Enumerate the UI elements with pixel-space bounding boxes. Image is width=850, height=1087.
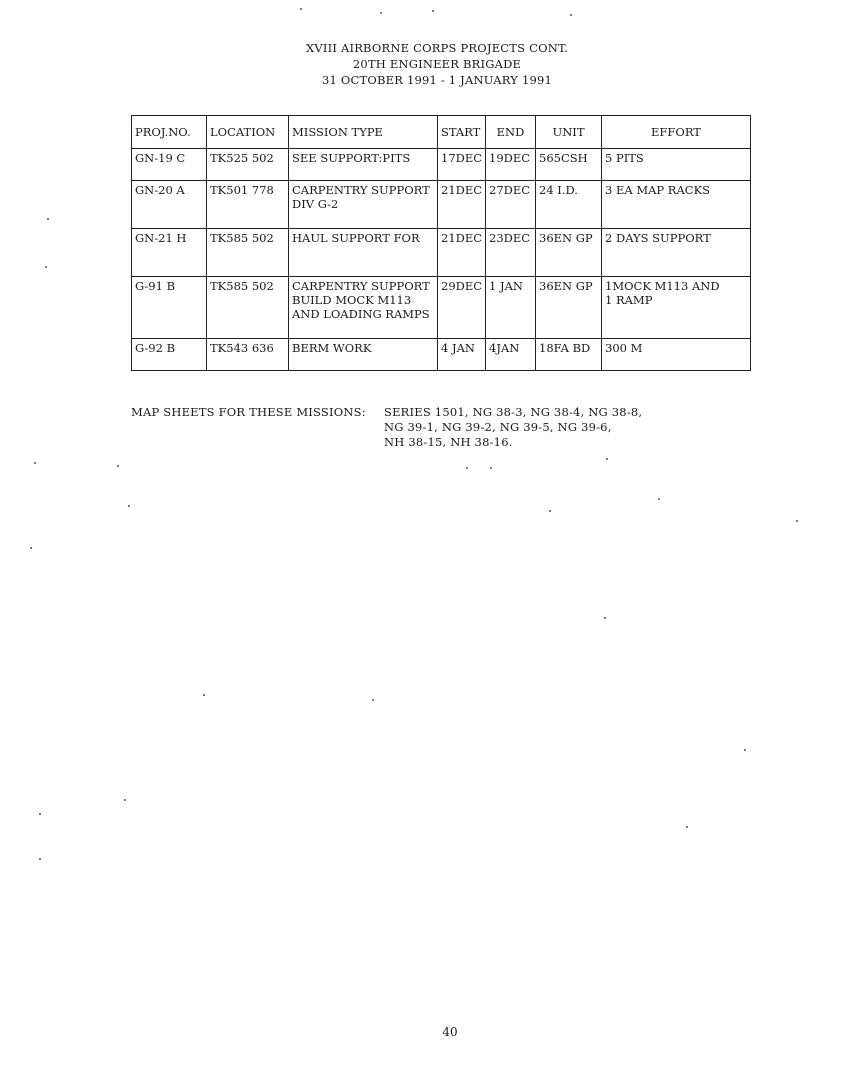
table-cell: CARPENTRY SUPPORT DIV G-2 bbox=[289, 181, 438, 229]
scan-speck bbox=[606, 458, 608, 460]
scan-speck bbox=[658, 498, 660, 500]
table-cell: 29DEC bbox=[438, 277, 486, 339]
scan-speck bbox=[686, 826, 688, 828]
scan-speck bbox=[124, 799, 126, 801]
table-cell: GN-19 C bbox=[132, 149, 207, 181]
table-row bbox=[132, 149, 751, 181]
table-row bbox=[132, 277, 751, 339]
map-sheets-line: NG 39-1, NG 39-2, NG 39-5, NG 39-6, bbox=[384, 420, 612, 434]
scan-speck bbox=[203, 694, 205, 696]
table-cell: TK543 636 bbox=[207, 339, 289, 371]
scan-speck bbox=[549, 510, 551, 512]
map-sheets-line: NH 38-15, NH 38-16. bbox=[384, 435, 513, 449]
document-header bbox=[0, 40, 850, 88]
table-cell: 5 PITS bbox=[602, 149, 751, 181]
table-cell: 2 DAYS SUPPORT bbox=[602, 229, 751, 277]
header-line-corps: XVIII AIRBORNE CORPS PROJECTS CONT. bbox=[305, 41, 569, 55]
scan-speck bbox=[128, 505, 130, 507]
scan-speck bbox=[744, 749, 746, 751]
table-cell: 21DEC bbox=[438, 229, 486, 277]
table-cell: SEE SUPPORT:PITS bbox=[289, 149, 438, 181]
table-cell: 300 M bbox=[602, 339, 751, 371]
column-header: UNIT bbox=[536, 116, 602, 149]
table-cell: 3 EA MAP RACKS bbox=[602, 181, 751, 229]
column-header: MISSION TYPE bbox=[289, 116, 438, 149]
table-cell: 4 JAN bbox=[438, 339, 486, 371]
table-row bbox=[132, 339, 751, 371]
table-cell: TK585 502 bbox=[207, 229, 289, 277]
table-cell: 17DEC bbox=[438, 149, 486, 181]
scan-speck bbox=[570, 14, 572, 16]
table-cell: 18FA BD bbox=[536, 339, 602, 371]
table-cell: BERM WORK bbox=[289, 339, 438, 371]
map-sheets-note bbox=[131, 405, 642, 450]
table-cell: 21DEC bbox=[438, 181, 486, 229]
table-cell: 4JAN bbox=[486, 339, 536, 371]
column-header: START bbox=[438, 116, 486, 149]
table-cell: 24 I.D. bbox=[536, 181, 602, 229]
table-cell: 23DEC bbox=[486, 229, 536, 277]
table-header-row bbox=[132, 116, 751, 149]
scan-speck bbox=[45, 266, 47, 268]
header-line-brigade: 20TH ENGINEER BRIGADE bbox=[352, 57, 522, 71]
scan-speck bbox=[432, 10, 434, 12]
scan-speck bbox=[466, 467, 468, 469]
table-cell: GN-21 H bbox=[132, 229, 207, 277]
table-cell: TK585 502 bbox=[207, 277, 289, 339]
table-cell: G-91 B bbox=[132, 277, 207, 339]
table-cell: TK501 778 bbox=[207, 181, 289, 229]
map-sheets-line: SERIES 1501, NG 38-3, NG 38-4, NG 38-8, bbox=[384, 405, 643, 419]
column-header: EFFORT bbox=[602, 116, 751, 149]
scan-speck bbox=[47, 218, 49, 220]
table-cell: TK525 502 bbox=[207, 149, 289, 181]
scan-speck bbox=[372, 699, 374, 701]
table-cell: 1MOCK M113 AND 1 RAMP bbox=[602, 277, 751, 339]
scan-speck bbox=[300, 8, 302, 10]
scan-speck bbox=[39, 813, 41, 815]
column-header: PROJ.NO. bbox=[132, 116, 207, 149]
column-header: END bbox=[486, 116, 536, 149]
table-cell: 36EN GP bbox=[536, 229, 602, 277]
table-cell: 1 JAN bbox=[486, 277, 536, 339]
scan-speck bbox=[30, 547, 32, 549]
table-cell: 27DEC bbox=[486, 181, 536, 229]
table-cell: GN-20 A bbox=[132, 181, 207, 229]
table-row bbox=[132, 181, 751, 229]
map-sheets-label: MAP SHEETS FOR THESE MISSIONS: bbox=[131, 405, 366, 419]
page-number: 40 bbox=[442, 1025, 458, 1039]
table-row bbox=[132, 229, 751, 277]
table-cell: CARPENTRY SUPPORT BUILD MOCK M113 AND LOADING RAMPS bbox=[289, 277, 438, 339]
header-line-dates: 31 OCTOBER 1991 - 1 JANUARY 1991 bbox=[321, 73, 553, 87]
table-cell: HAUL SUPPORT FOR bbox=[289, 229, 438, 277]
scan-speck bbox=[380, 12, 382, 14]
column-header: LOCATION bbox=[207, 116, 289, 149]
table-cell: 19DEC bbox=[486, 149, 536, 181]
scan-speck bbox=[117, 465, 119, 467]
scan-speck bbox=[39, 858, 41, 860]
projects-table bbox=[131, 115, 751, 371]
table-cell: 36EN GP bbox=[536, 277, 602, 339]
scan-speck bbox=[604, 617, 606, 619]
table-cell: 565CSH bbox=[536, 149, 602, 181]
scan-speck bbox=[796, 520, 798, 522]
table-cell: G-92 B bbox=[132, 339, 207, 371]
scan-speck bbox=[490, 467, 492, 469]
scan-speck bbox=[34, 462, 36, 464]
